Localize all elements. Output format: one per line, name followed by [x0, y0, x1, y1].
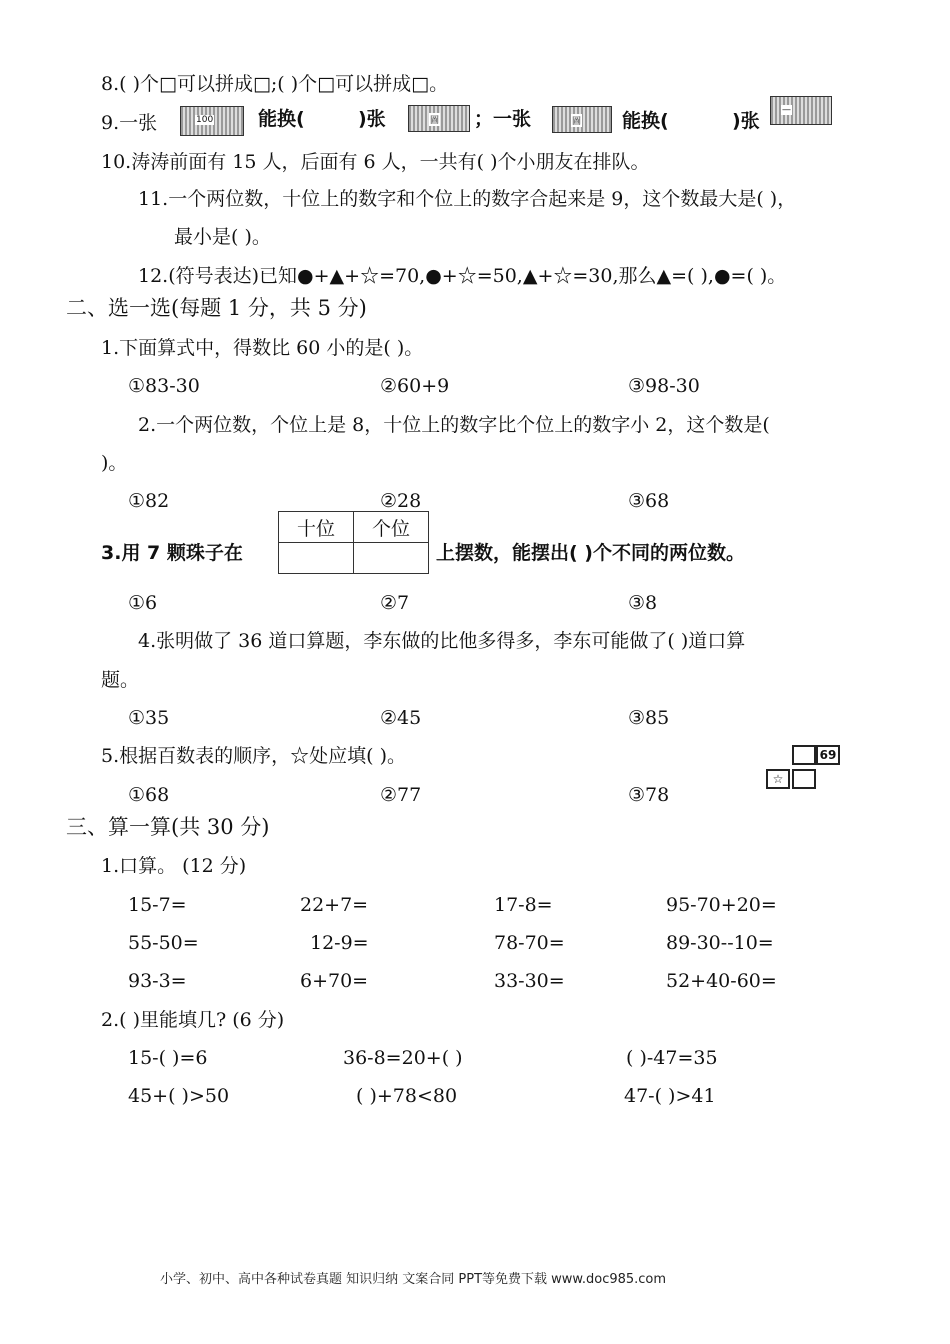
calc-r1-c1: 15-7= [128, 894, 187, 916]
mc-question-4-line-1: 4.张明做了 36 道口算题，李东做的比他多得多，李东可能做了( )道口算 [138, 630, 746, 652]
calc-r2-c1: 55-50= [128, 932, 199, 954]
calc-r2-c4: 89-30--10= [666, 932, 774, 954]
section-2-heading: 二、选一选(每题 1 分，共 5 分) [66, 296, 367, 320]
question-9-text-5: )张 [732, 110, 760, 132]
question-9-prefix: 9.一张 [101, 112, 158, 134]
mc-2-option-b[interactable]: ②28 [380, 490, 422, 512]
calc-r2-c3: 78-70= [494, 932, 565, 954]
fill-r1-c2: 36-8=20+( ) [343, 1047, 463, 1069]
fill-r2-c3: 47-( )>41 [624, 1085, 716, 1107]
question-9-text-1: 能换( [258, 108, 305, 130]
question-9-text-4: 能换( [622, 110, 669, 132]
mc-2-option-c[interactable]: ③68 [628, 490, 670, 512]
grid-cell-top-left [792, 745, 816, 765]
question-9-text-2: )张 [358, 108, 386, 130]
fill-r2-c1: 45+( )>50 [128, 1085, 230, 1107]
mc-question-3-prefix: 3.用 7 颗珠子在 [101, 542, 243, 564]
question-8: 8.( )个□可以拼成□;( )个□可以拼成□。 [101, 73, 449, 95]
mc-5-option-a[interactable]: ①68 [128, 784, 170, 806]
mc-4-option-c[interactable]: ③85 [628, 707, 670, 729]
calc-r2-c2: 12-9= [310, 932, 369, 954]
banknote-10-icon: — [770, 96, 832, 125]
calc-r3-c1: 93-3= [128, 970, 187, 992]
calc-r1-c3: 17-8= [494, 894, 553, 916]
section-3-heading: 三、算一算(共 30 分) [66, 815, 270, 839]
question-12: 12.(符号表达)已知●+▲+☆=70,●+☆=50,▲+☆=30,那么▲=( ),●=( )。 [138, 265, 787, 287]
mental-math-title: 1.口算。 (12 分) [101, 855, 247, 877]
mc-5-option-b[interactable]: ②77 [380, 784, 422, 806]
mc-3-option-b[interactable]: ②7 [380, 592, 410, 614]
grid-cell-69: 69 [816, 745, 840, 765]
mc-2-option-a[interactable]: ①82 [128, 490, 170, 512]
calc-r3-c4: 52+40-60= [666, 970, 777, 992]
question-11-line-2: 最小是( )。 [174, 226, 271, 248]
ones-cell [354, 543, 429, 574]
ones-header: 个位 [354, 512, 429, 543]
tens-cell [279, 543, 354, 574]
fill-blank-title: 2.( )里能填几? (6 分) [101, 1009, 285, 1031]
calc-r1-c4: 95-70+20= [666, 894, 777, 916]
mc-question-2-line-2: )。 [101, 452, 128, 474]
mc-3-option-a[interactable]: ①6 [128, 592, 158, 614]
place-value-table [278, 511, 429, 574]
calc-r3-c3: 33-30= [494, 970, 565, 992]
fill-r1-c3: ( )-47=35 [626, 1047, 718, 1069]
calc-r1-c2: 22+7= [300, 894, 369, 916]
mc-4-option-a[interactable]: ①35 [128, 707, 170, 729]
question-11-line-1: 11.一个两位数，十位上的数字和个位上的数字合起来是 9，这个数最大是( )， [138, 188, 797, 210]
tens-header: 十位 [279, 512, 354, 543]
mc-question-1: 1.下面算式中，得数比 60 小的是( )。 [101, 337, 424, 359]
question-10: 10.涛涛前面有 15 人，后面有 6 人，一共有( )个小朋友在排队。 [101, 151, 650, 173]
mc-1-option-a[interactable]: ①83-30 [128, 375, 200, 397]
fill-r2-c2: ( )+78<80 [356, 1085, 458, 1107]
calc-r3-c2: 6+70= [300, 970, 369, 992]
mc-question-3-suffix: 上摆数，能摆出( )个不同的两位数。 [436, 542, 745, 564]
grid-cell-bottom-mid [792, 769, 816, 789]
mc-question-4-line-2: 题。 [101, 669, 140, 691]
banknote-50-icon: 圖 [408, 105, 470, 132]
question-9-text-3: ；一张 [474, 108, 532, 130]
mc-1-option-c[interactable]: ③98-30 [628, 375, 700, 397]
mc-question-5: 5.根据百数表的顺序，☆处应填( )。 [101, 745, 406, 767]
banknote-50b-icon: 圖 [552, 106, 612, 133]
grid-cell-star: ☆ [766, 769, 790, 789]
mc-5-option-c[interactable]: ③78 [628, 784, 670, 806]
mc-4-option-b[interactable]: ②45 [380, 707, 422, 729]
mc-3-option-c[interactable]: ③8 [628, 592, 658, 614]
mc-1-option-b[interactable]: ②60+9 [380, 375, 450, 397]
footer-text: 小学、初中、高中各种试卷真题 知识归纳 文案合同 PPT等免费下载 www.doc985.com [160, 1272, 667, 1287]
fill-r1-c1: 15-( )=6 [128, 1047, 208, 1069]
banknote-100-icon: 100 [180, 106, 244, 136]
hundred-chart-fragment [766, 745, 846, 795]
mc-question-2-line-1: 2.一个两位数，个位上是 8，十位上的数字比个位上的数字小 2，这个数是( [138, 414, 770, 436]
